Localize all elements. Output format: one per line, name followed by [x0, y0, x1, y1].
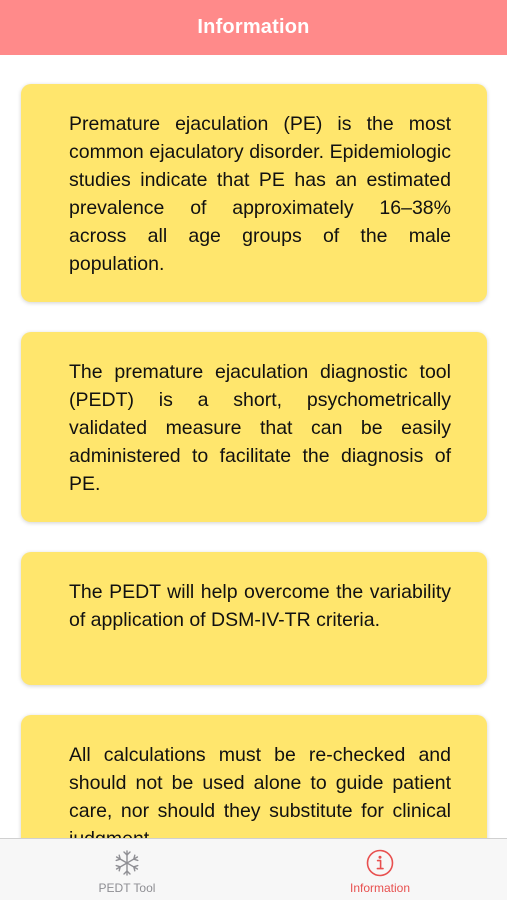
page-title: Information	[197, 16, 310, 38]
info-card-text: The premature ejaculation diagnostic tool (PEDT) is a short, psychometrically validated measure that can be easily administered to facilitate the diagnosis of PE.	[69, 361, 451, 495]
info-card	[21, 84, 487, 302]
info-card-text: The PEDT will help overcome the variability of application of DSM-IV-TR criteria.	[69, 581, 451, 631]
tab-bar	[0, 838, 507, 900]
tab-information[interactable]	[253, 839, 507, 901]
nav-header	[0, 0, 507, 55]
tab-label: Information	[349, 881, 411, 895]
content-scroll-area[interactable]	[0, 55, 507, 838]
snowflake-icon	[112, 848, 142, 878]
info-icon	[365, 848, 395, 878]
tab-pedt-tool[interactable]	[0, 839, 254, 901]
tab-label: PEDT Tool	[98, 881, 156, 895]
info-card-text: Premature ejaculation (PE) is the most common ejaculatory disorder. Epidemiologic studies indicate that PE has an estimated prevalence of approximately 16–38% across all age groups of the male population.	[69, 113, 451, 275]
info-card-text: All calculations must be re-checked and should not be used alone to guide patient care, nor should they substitute for clinical	[69, 744, 451, 822]
info-card	[21, 332, 487, 522]
info-card	[21, 552, 487, 685]
